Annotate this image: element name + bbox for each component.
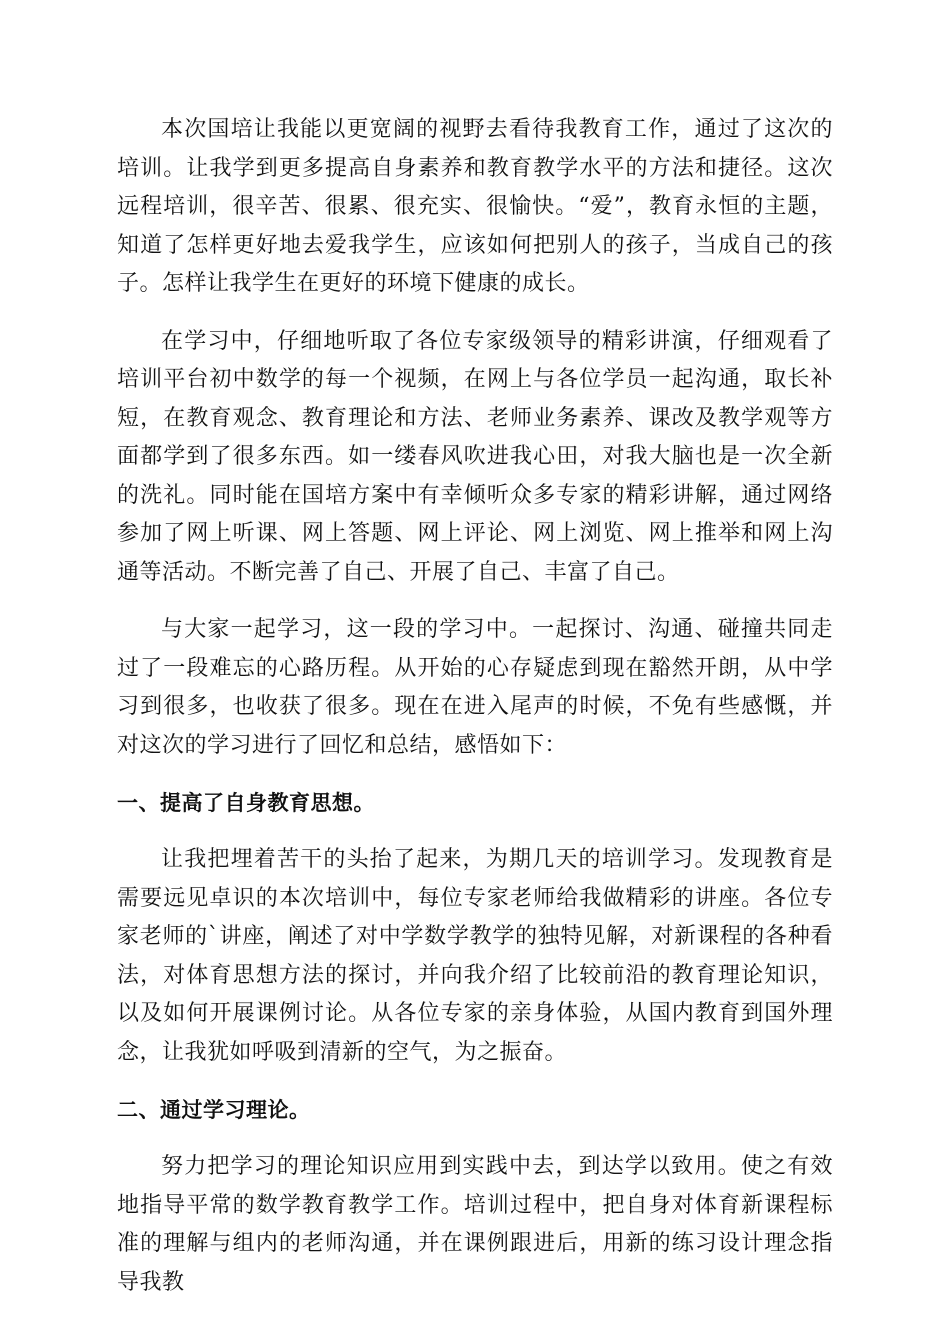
reflection-paragraph: 与大家一起学习，这一段的学习中。一起探讨、沟通、碰撞共同走过了一段难忘的心路历程。从开始的心存疑虑到现在豁然开朗，从中学习到很多，也收获了很多。现在在进入尾声的时候，不免有些感慨，并对这次的学习进行了回忆和总结，感悟如下：: [117, 617, 833, 758]
paragraph-spacer: [117, 592, 833, 611]
section-heading-2: 二、通过学习理论。: [117, 1097, 311, 1122]
paragraph-spacer: [117, 304, 833, 323]
intro-paragraph: 本次国培让我能以更宽阔的视野去看待我教育工作，通过了这次的培训。让我学到更多提高自身素养和教育教学水平的方法和捷径。这次远程培训，很辛苦、很累、很充实、很愉快。“爱”，教育永恒的主题，知道了怎样更好地去爱我学生，应该如何把别人的孩子，当成自己的孩子。怎样让我学生在更好的环境下健康的成长。: [117, 117, 833, 296]
paragraph-spacer: [117, 822, 833, 841]
section-1-paragraph: 让我把埋着苦干的头抬了起来，为期几天的培训学习。发现教育是需要远见卓识的本次培训中，每位专家老师给我做精彩的讲座。各位专家老师的`讲座，阐述了对中学数学教学的独特见解，对新课程的各种看法，对体育思想方法的探讨，并向我介绍了比较前沿的教育理论知识，以及如何开展课例讨论。从各位专家的亲身体验，从国内教育到国外理念，让我犹如呼吸到清新的空气，为之振奋。: [117, 847, 833, 1065]
paragraph-spacer: [117, 765, 833, 784]
section-2-paragraph: 努力把学习的理论知识应用到实践中去，到达学以致用。使之有效地指导平常的数学教育教学工作。培训过程中，把自身对体育新课程标准的理解与组内的老师沟通，并在课例跟进后，用新的练习设计理念指导我教: [117, 1154, 833, 1295]
paragraph-spacer: [117, 1072, 833, 1091]
learning-paragraph: 在学习中，仔细地听取了各位专家级领导的精彩讲演，仔细观看了培训平台初中数学的每一个视频，在网上与各位学员一起沟通，取长补短，在教育观念、教育理论和方法、老师业务素养、课改及教学观等方面都学到了很多东西。如一缕春风吹进我心田，对我大脑也是一次全新的洗礼。同时能在国培方案中有幸倾听众多专家的精彩讲解，通过网络参加了网上听课、网上答题、网上评论、网上浏览、网上推举和网上沟通等活动。不断完善了自己、开展了自己、丰富了自己。: [117, 328, 833, 585]
document-page: [117, 111, 833, 1302]
section-heading-1: 一、提高了自身教育思想。: [117, 790, 375, 815]
paragraph-spacer: [117, 1129, 833, 1148]
